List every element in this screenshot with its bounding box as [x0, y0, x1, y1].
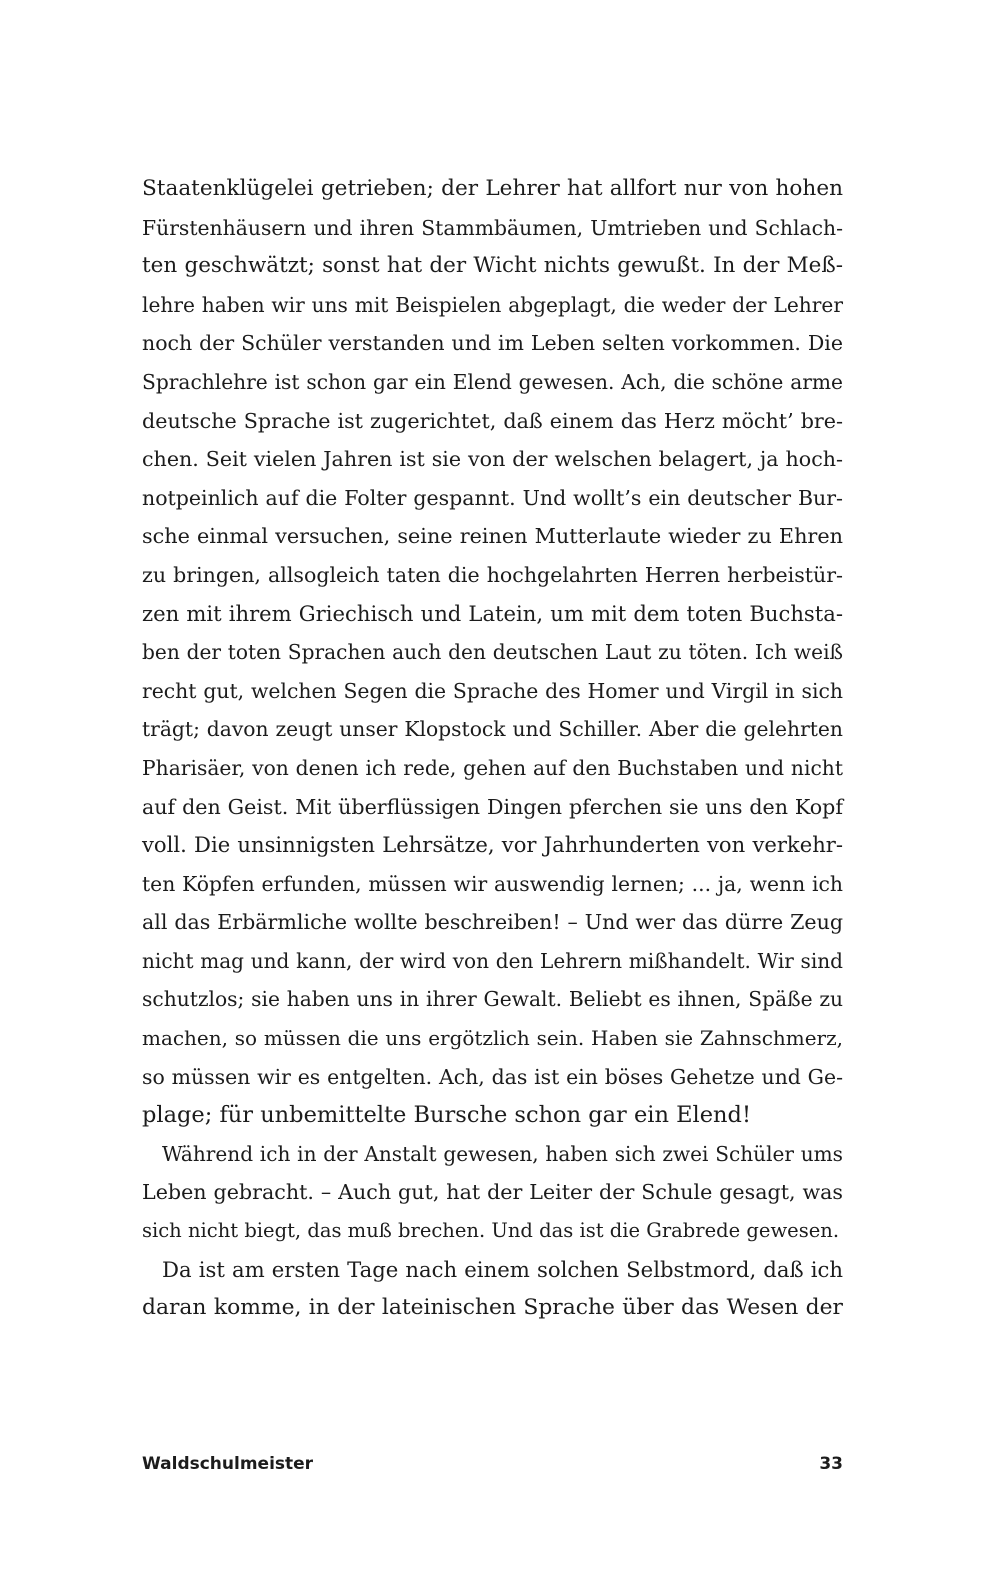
- text-line: recht gut, welchen Segen die Sprache des Homer und Virgil in sich: [142, 678, 843, 703]
- text-line: chen. Seit vielen Jahren ist sie von der welschen belagert, ja hoch-: [142, 447, 843, 472]
- text-line: zu bringen, allsogleich taten die hochgelahrten Herren herbeistür-: [142, 562, 843, 587]
- text-line: ten Köpfen erfunden, müssen wir auswendig lernen; ... ja, wenn ich: [142, 871, 843, 896]
- text-line: voll. Die unsinnigsten Lehrsätze, vor Jahrhunderten von verkehr-: [142, 832, 843, 858]
- text-line: daran komme, in der lateinischen Sprache über das Wesen der: [142, 1295, 843, 1321]
- text-line: plage; für unbemittelte Bursche schon gar ein Elend!: [142, 1102, 751, 1129]
- text-line: deutsche Sprache ist zugerichtet, daß einem das Herz möcht’ bre-: [142, 408, 843, 433]
- text-line: nicht mag und kann, der wird von den Lehrern mißhandelt. Wir sind: [142, 948, 843, 973]
- body-text: [142, 170, 843, 1328]
- page-number: 33: [819, 1454, 843, 1474]
- text-line: sich nicht biegt, das muß brechen. Und das ist die Grabrede gewesen.: [142, 1219, 840, 1243]
- text-line: auf den Geist. Mit überflüssigen Dingen pferchen sie uns den Kopf: [142, 794, 843, 819]
- text-line: so müssen wir es entgelten. Ach, das ist ein böses Gehetze und Ge-: [142, 1064, 843, 1089]
- text-line: Pharisäer, von denen ich rede, gehen auf den Buchstaben und nicht: [142, 755, 843, 780]
- text-line: noch der Schüler verstanden und im Leben selten vorkommen. Die: [142, 331, 843, 356]
- text-line: Fürstenhäusern und ihren Stammbäumen, Umtrieben und Schlach-: [142, 215, 843, 240]
- text-line: notpeinlich auf die Folter gespannt. Und wollt’s ein deutscher Bur-: [142, 485, 843, 510]
- text-line: Staatenklügelei getrieben; der Lehrer hat allfort nur von hohen: [142, 176, 843, 201]
- text-line: all das Erbärmliche wollte beschreiben! – Und wer das dürre Zeug: [142, 910, 843, 935]
- text-line: schutzlos; sie haben uns in ihrer Gewalt. Beliebt es ihnen, Späße zu: [142, 987, 843, 1012]
- text-line: Leben gebracht. – Auch gut, hat der Leiter der Schule gesagt, was: [142, 1180, 843, 1205]
- text-line: ben der toten Sprachen auch den deutschen Laut zu töten. Ich weiß: [142, 640, 843, 665]
- text-line: Da ist am ersten Tage nach einem solchen Selbstmord, daß ich: [162, 1256, 843, 1282]
- text-line: zen mit ihrem Griechisch und Latein, um mit dem toten Buchsta-: [142, 600, 843, 626]
- text-line: ten geschwätzt; sonst hat der Wicht nichts gewußt. In der Meß-: [142, 253, 843, 279]
- text-line: machen, so müssen die uns ergötzlich sein. Haben sie Zahnschmerz,: [142, 1026, 843, 1051]
- running-title: Waldschulmeister: [142, 1454, 314, 1474]
- text-line: Während ich in der Anstalt gewesen, haben sich zwei Schüler ums: [162, 1141, 843, 1166]
- text-line: Sprachlehre ist schon gar ein Elend gewesen. Ach, die schöne arme: [142, 369, 843, 394]
- text-line: sche einmal versuchen, seine reinen Mutterlaute wieder zu Ehren: [142, 524, 843, 549]
- text-line: lehre haben wir uns mit Beispielen abgeplagt, die weder der Lehrer: [142, 292, 843, 317]
- text-line: trägt; davon zeugt unser Klopstock und Schiller. Aber die gelehrten: [142, 717, 843, 742]
